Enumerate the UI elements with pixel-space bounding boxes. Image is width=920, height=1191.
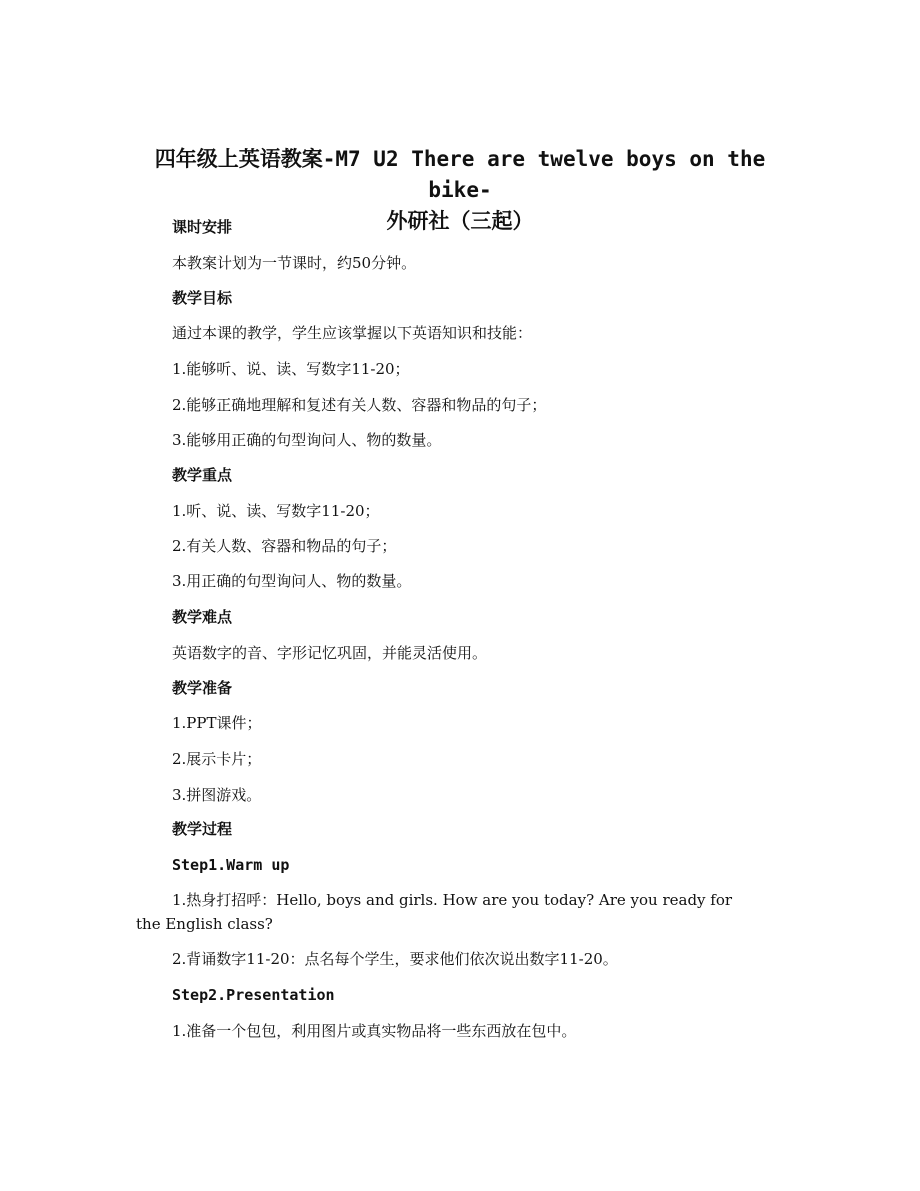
preparation-item-1: 1.PPT课件； (172, 714, 262, 732)
preparation-item-2: 2.展示卡片； (172, 750, 262, 768)
objective-item-1: 1.能够听、说、读、写数字11-20； (172, 360, 410, 378)
heading-process: 教学过程 (172, 820, 233, 838)
heading-key-points: 教学重点 (172, 466, 233, 484)
difficulties-text: 英语数字的音、字形记忆巩固，并能灵活使用。 (172, 644, 488, 662)
step1-item-2: 2.背诵数字11-20：点名每个学生，要求他们依次说出数字11-20。 (172, 950, 618, 968)
preparation-item-3: 3.拼图游戏。 (172, 786, 262, 804)
title-line-1: 四年级上英语教案-M7 U2 There are twelve boys on the bike- (154, 147, 766, 202)
objective-item-3: 3.能够用正确的句型询问人、物的数量。 (172, 431, 442, 449)
key-point-item-1: 1.听、说、读、写数字11-20； (172, 502, 380, 520)
heading-objectives: 教学目标 (172, 289, 233, 307)
key-point-item-2: 2.有关人数、容器和物品的句子； (172, 537, 397, 555)
heading-preparation: 教学准备 (172, 679, 233, 697)
objectives-intro: 通过本课的教学，学生应该掌握以下英语知识和技能： (172, 324, 533, 342)
step1-title: Step1.Warm up (172, 856, 290, 874)
key-point-item-3: 3.用正确的句型询问人、物的数量。 (172, 572, 412, 590)
step2-item-1: 1.准备一个包包，利用图片或真实物品将一些东西放在包中。 (172, 1022, 577, 1040)
step2-title: Step2.Presentation (172, 986, 335, 1004)
step1-item-1: 1.热身打招呼：Hello, boys and girls. How are you today? Are you ready for the English class? (136, 891, 733, 933)
heading-difficulties: 教学难点 (172, 608, 233, 626)
title-line-2: 外研社（三起） (386, 209, 534, 233)
objective-item-2: 2.能够正确地理解和复述有关人数、容器和物品的句子； (172, 396, 547, 414)
heading-schedule: 课时安排 (172, 218, 233, 236)
schedule-text: 本教案计划为一节课时，约50分钟。 (172, 254, 417, 272)
